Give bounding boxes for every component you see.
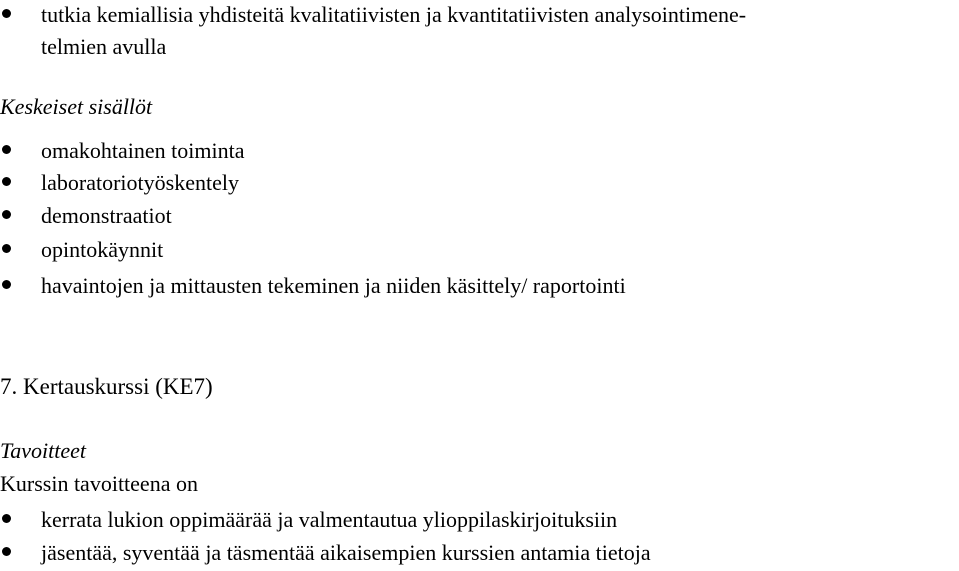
bullet-icon xyxy=(2,514,11,523)
goal-item-line2: telmien avulla xyxy=(41,34,167,59)
contents-item: laboratoriotyöskentely xyxy=(41,170,239,195)
bullet-icon xyxy=(2,145,11,154)
bullet-icon xyxy=(2,280,11,289)
goal-item: jäsentää, syventää ja täsmentää aikaisempien kurssien antamia tietoja xyxy=(41,540,651,565)
goals-heading: Tavoitteet xyxy=(0,438,86,463)
contents-item: demonstraatiot xyxy=(41,203,172,228)
goals-intro: Kurssin tavoitteena on xyxy=(0,471,198,496)
bullet-icon xyxy=(2,210,11,219)
goal-item: kerrata lukion oppimäärää ja valmentautua ylioppilaskirjoituksiin xyxy=(41,507,618,532)
contents-item: havaintojen ja mittausten tekeminen ja niiden käsittely/ raportointi xyxy=(41,273,626,298)
bullet-icon xyxy=(2,547,11,556)
bullet-icon xyxy=(2,244,11,253)
contents-item: opintokäynnit xyxy=(41,237,164,262)
bullet-icon xyxy=(2,9,11,18)
contents-heading: Keskeiset sisällöt xyxy=(0,94,153,119)
goal-item-line1: tutkia kemiallisia yhdisteitä kvalitatiivisten ja kvantitatiivisten analysointimene- xyxy=(41,2,747,27)
contents-item: omakohtainen toiminta xyxy=(41,138,245,163)
course-title: 7. Kertauskurssi (KE7) xyxy=(0,374,213,399)
bullet-icon xyxy=(2,177,11,186)
